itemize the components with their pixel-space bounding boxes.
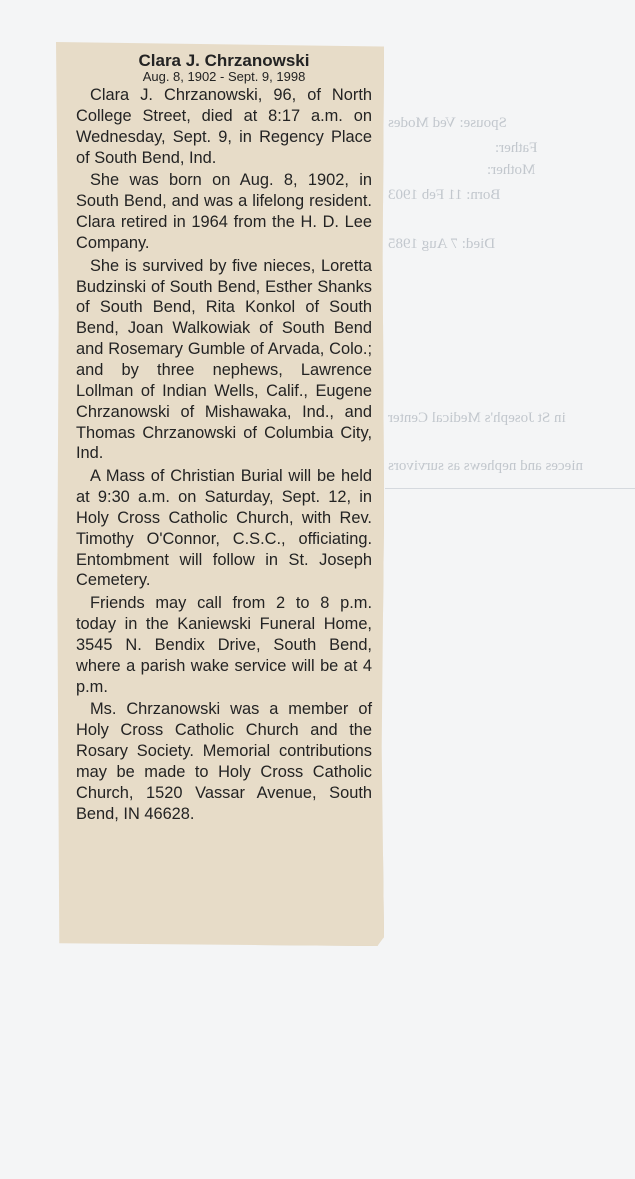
obituary-text [76,52,372,827]
show-through-spouse: Spouse: Ved Modes [388,115,507,131]
obituary-paragraph-survivors: She is survived by five nieces, Loretta Budzinski of South Bend, Esther Shanks of South Bend, Rita Konkol of South Bend, Joan Walkowiak of South Bend and Rosemary Gumble of Arvada, Colo.; and by three nephews, Lawrence Lollman of Indian Wells, Calif., Eugene Chrzanowski of Mishawaka, Ind., and Thomas Chrzanowski of Columbia City, Ind. [76,256,372,463]
show-through-survivors: nieces and nephews as survivors [388,458,583,474]
obituary-paragraph-visitation: Friends may call from 2 to 8 p.m. today in the Kaniewski Funeral Home, 3545 N. Bendix Drive, South Bend, where a parish wake service will be at 4 p.m. [76,594,372,696]
show-through-place: in St Joseph's Medical Center [388,410,566,426]
obituary-paragraph-mass: A Mass of Christian Burial will be held at 9:30 a.m. on Saturday, Sept. 12, in Holy Cross Catholic Church, with Rev. Timothy O'Connor, C.S.C., officiating. Entombment will follow in St. Joseph Cemetery. [76,467,372,590]
obituary-paragraph-death: Clara J. Chrzanowski, 96, of North College Street, died at 8:17 a.m. on Wednesday, Sept. 9, in Regency Place of South Bend, Ind. [76,86,372,167]
show-through-mother: Mother: [487,162,536,178]
show-through-born: Born: 11 Feb 1903 [388,187,501,203]
show-through-rule [385,488,635,489]
obituary-paragraph-birth: She was born on Aug. 8, 1902, in South Bend, and was a lifelong resident. Clara retired in 1964 from the H. D. Lee Company. [76,171,372,252]
obituary-dates: Aug. 8, 1902 - Sept. 9, 1998 [142,69,306,84]
show-through-father: Father: [495,140,538,156]
obituary-title: Clara J. Chrzanowski [138,51,310,70]
show-through-died: Died: 7 Aug 1985 [388,236,496,252]
obituary-paragraph-memorial: Ms. Chrzanowski was a member of Holy Cross Catholic Church and the Rosary Society. Memorial contributions may be made to Holy Cross Catholic Church, 1520 Vassar Avenue, South Bend, IN 46628. [76,700,372,823]
